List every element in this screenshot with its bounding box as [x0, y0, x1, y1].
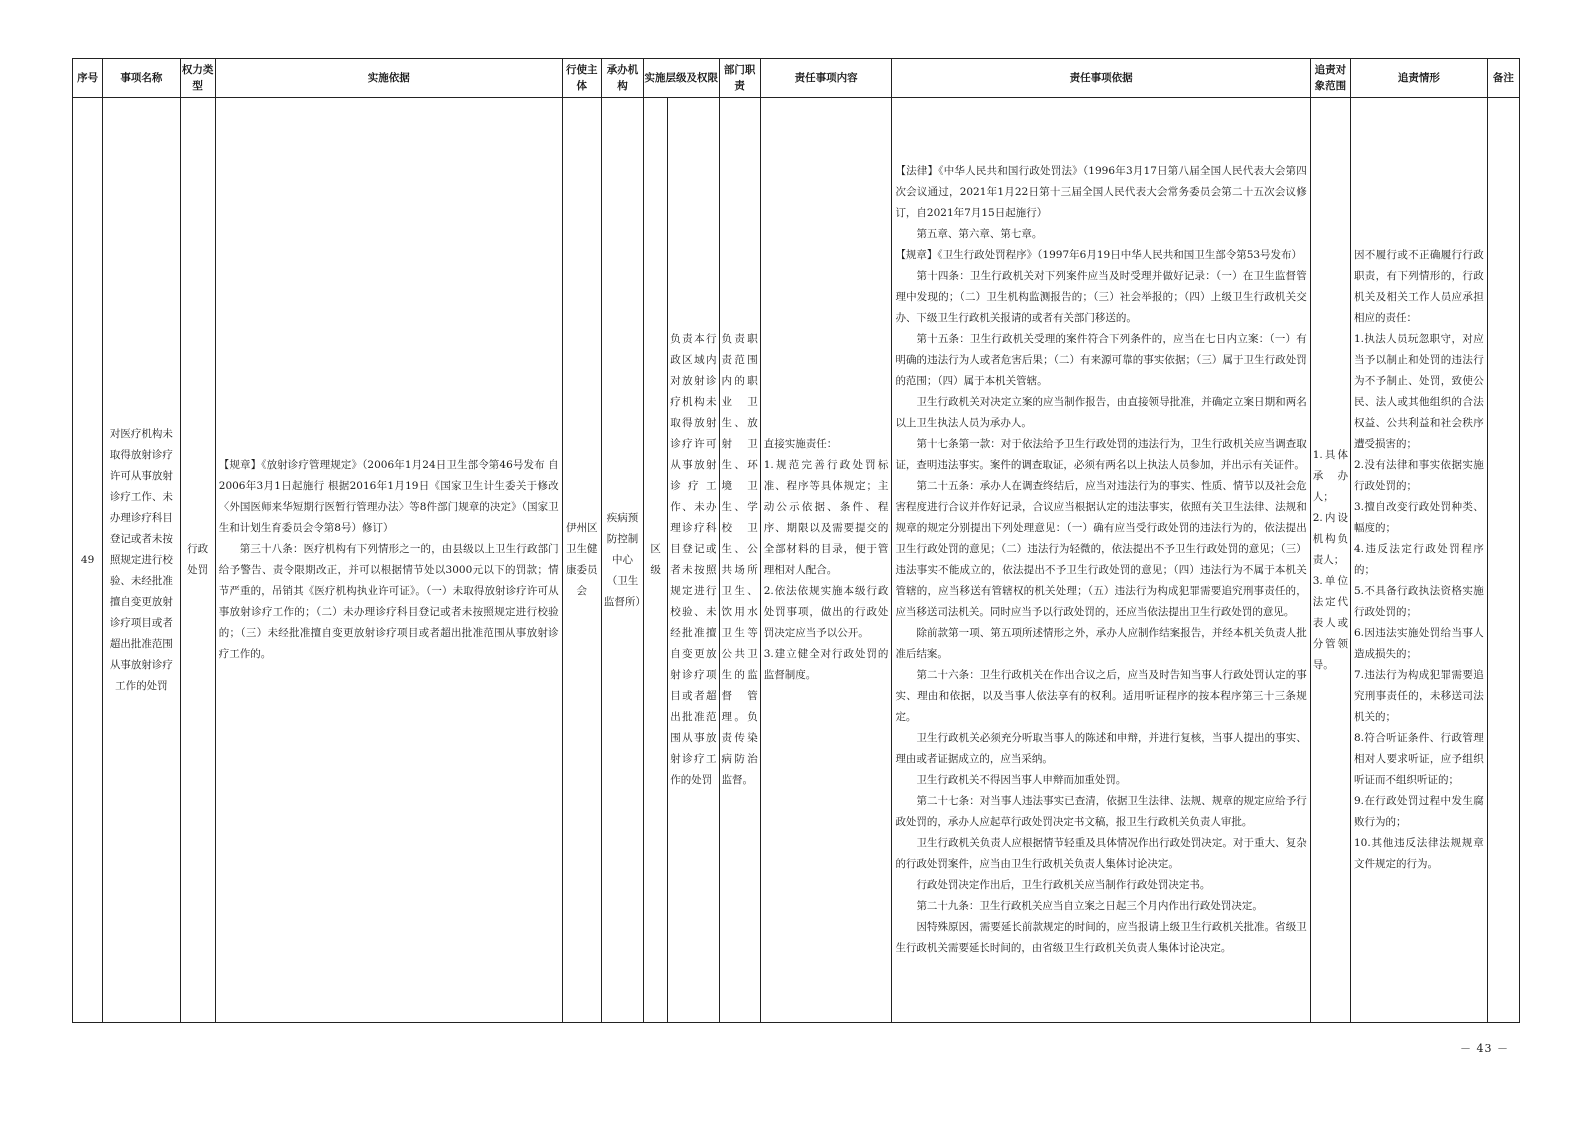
power-type-cell: 行政处罚: [180, 98, 215, 1023]
resp-content-cell: [760, 98, 892, 1023]
paragraph: 3.擅自改变行政处罚种类、幅度的；: [1353, 501, 1484, 534]
paragraph: 2.内设机构负责人；: [1312, 511, 1348, 566]
paragraph: 第五章、第六章、第七章。: [916, 228, 1043, 240]
cases-cell: [1350, 98, 1487, 1023]
paragraph: 第二十五条：承办人在调查终结后，应当对违法行为的事实、性质、情节以及社会危害程度进行合议并作好记录，合议应当根据认定的违法事实，依照有关卫生法律、法规和规章的规定分别提出下列处理意见：（一）确有应当受行政处罚的违法行为的，依法提出卫生行政处罚的意见；（二）违法行为轻微的，依法提出不予卫生行政处罚的意见；（三）违法事实不能成立的，依法提出不予卫生行政处罚的意见；（四）违法行为不属于本机关管辖的，应当移送有管辖权的机关处理；（五）违法行为构成犯罪需要追究刑事责任的，应当移送司法机关。同时应当予以行政处罚的，还应当依法提出卫生行政处罚的意见。: [895, 480, 1307, 618]
paragraph: 卫生行政机关对决定立案的应当制作报告，由直接领导批准，并确定立案日期和两名以上卫生执法人员为承办人。: [895, 396, 1307, 429]
resp-basis-paragraphs: [895, 161, 1306, 959]
paragraph: 10.其他违反法律法规规章文件规定的行为。: [1353, 837, 1484, 870]
page-number: － 43 －: [1460, 1042, 1509, 1055]
paragraph: 第十七条第一款：对于依法给予卫生行政处罚的违法行为，卫生行政机关应当调查取证，查明违法事实。案件的调查取证，必须有两名以上执法人员参加，并出示有关证件。: [895, 438, 1307, 471]
header-row: [73, 59, 1520, 98]
paragraph: 直接实施责任：: [763, 438, 838, 450]
power-list-table: [72, 58, 1520, 1023]
basis-paragraphs: [219, 455, 559, 665]
header-duty: 部门职责: [719, 59, 760, 98]
paragraph: 第二十七条：对当事人违法事实已查清，依据卫生法律、法规、规章的规定应给予行政处罚的，承办人应起草行政处罚决定书文稿，报卫生行政机关负责人审批。: [895, 795, 1307, 828]
header-resp-content: 责任事项内容: [760, 59, 892, 98]
agency-cell: 疾病预防控制中心（卫生监督所）: [601, 98, 643, 1023]
paragraph: 第十四条：卫生行政机关对下列案件应当及时受理并做好记录：（一）在卫生监督管理中发现的；（二）卫生机构监测报告的；（三）社会举报的；（四）上级卫生行政机关交办、下级卫生行政机关报请的或者有关部门移送的。: [895, 270, 1307, 324]
resp-content-paragraphs: [764, 434, 889, 686]
header-resp-basis: 责任事项依据: [892, 59, 1310, 98]
table-row: [73, 98, 1520, 1023]
paragraph: 6.因违法实施处罚给当事人造成损失的；: [1353, 627, 1484, 660]
item-name-cell: 对医疗机构未取得放射诊疗许可从事放射诊疗工作、未办理诊疗科目登记或者未按照规定进行校验、未经批准擅自变更放射诊疗项目或者超出批准范围从事放射诊疗工作的处罚: [103, 98, 180, 1023]
resp-basis-cell: [892, 98, 1310, 1023]
header-note: 备注: [1487, 59, 1519, 98]
paragraph: 因特殊原因，需要延长前款规定的时间的，应当报请上级卫生行政机关批准。省级卫生行政机关需要延长时间的，由省级卫生行政机关负责人集体讨论决定。: [895, 921, 1307, 954]
header-level: 实施层级及权限: [644, 59, 719, 98]
paragraph: 9.在行政处罚过程中发生腐败行为的；: [1353, 795, 1484, 828]
paragraph: 7.违法行为构成犯罪需要追究刑事责任的，未移送司法机关的；: [1353, 669, 1484, 723]
header-cases: 追责情形: [1350, 59, 1487, 98]
header-subject: 行使主体: [562, 59, 601, 98]
paragraph: 5.不具备行政执法资格实施行政处罚的；: [1353, 585, 1484, 618]
document-page: [72, 58, 1520, 1023]
level-authority-cell: 负责本行政区域内对放射诊疗机构未取得放射诊疗许可从事放射诊疗工作、未办理诊疗科目登记或者未按照规定进行校验、未经批准擅自变更放射诊疗项目或者超出批准范围从事放射诊疗工作的处罚: [668, 98, 719, 1023]
paragraph: 2.没有法律和事实依据实施行政处罚的；: [1353, 459, 1484, 492]
paragraph: 【法律】《中华人民共和国行政处罚法》（1996年3月17日第八届全国人民代表大会第四次会议通过，2021年1月22日第十三届全国人民代表大会常务委员会第二十五次会议修订，自2021年7月15日起施行）: [895, 165, 1307, 219]
paragraph: 1.具体承办人；: [1312, 448, 1348, 503]
paragraph: 3.建立健全对行政处罚的监督制度。: [763, 648, 889, 681]
header-scope: 追责对象范围: [1310, 59, 1350, 98]
paragraph: 卫生行政机关负责人应根据情节轻重及具体情况作出行政处罚决定。对于重大、复杂的行政处罚案件，应当由卫生行政机关负责人集体讨论决定。: [895, 837, 1307, 870]
paragraph: 除前款第一项、第五项所述情形之外，承办人应制作结案报告，并经本机关负责人批准后结案。: [895, 627, 1307, 660]
duty-cell: 负责职责范围内的职业卫生、放射卫生、环境卫生、学校卫生、公共场所卫生、饮用水卫生等公共卫生的监督管理。负责传染病防治监督。: [719, 98, 760, 1023]
seq-cell: 49: [73, 98, 103, 1023]
paragraph: 第三十八条：医疗机构有下列情形之一的，由县级以上卫生行政部门给予警告、责令限期改正，并可以根据情节处以3000元以下的罚款；情节严重的，吊销其《医疗机构执业许可证》。（一）未取得放射诊疗许可从事放射诊疗工作的；（二）未办理诊疗科目登记或者未按照规定进行校验的；（三）未经批准擅自变更放射诊疗项目或者超出批准范围从事放射诊疗工作的。: [218, 543, 559, 660]
paragraph: 3.单位法定代表人或分管领导。: [1312, 574, 1348, 671]
paragraph: 【规章】《卫生行政处罚程序》（1997年6月19日中华人民共和国卫生部令第53号发布）: [895, 249, 1303, 261]
paragraph: 第二十六条：卫生行政机关在作出合议之后，应当及时告知当事人行政处罚认定的事实、理由和依据，以及当事人依法享有的权利。适用听证程序的按本程序第三十三条规定。: [895, 669, 1307, 723]
paragraph: 2.依法依规实施本级行政处罚事项，做出的行政处罚决定应当予以公开。: [763, 585, 889, 639]
paragraph: 行政处罚决定作出后，卫生行政机关应当制作行政处罚决定书。: [916, 879, 1211, 891]
header-name: 事项名称: [103, 59, 180, 98]
header-agency: 承办机构: [601, 59, 643, 98]
header-seq: 序号: [73, 59, 103, 98]
paragraph: 第二十九条：卫生行政机关应当自立案之日起三个月内作出行政处罚决定。: [916, 900, 1263, 912]
level-cell: 区级: [644, 98, 668, 1023]
paragraph: 卫生行政机关不得因当事人申辩而加重处罚。: [916, 774, 1127, 786]
paragraph: 第十五条：卫生行政机关受理的案件符合下列条件的，应当在七日内立案：（一）有明确的违法行为人或者危害后果；（二）有来源可靠的事实依据；（三）属于卫生行政处罚的范围；（四）属于本机关管辖。: [895, 333, 1307, 387]
basis-cell: [215, 98, 562, 1023]
paragraph: 因不履行或不正确履行行政职责，有下列情形的，行政机关及相关工作人员应承担相应的责任：: [1353, 249, 1484, 324]
paragraph: 【规章】《放射诊疗管理规定》（2006年1月24日卫生部令第46号发布 自2006年3月1日起施行 根据2016年1月19日《国家卫生计生委关于修改〈外国医师来华短期行医暂行管理办法〉等8件部门规章的决定》（国家卫生和计划生育委员会令第8号）修订）: [218, 459, 559, 534]
header-basis: 实施依据: [215, 59, 562, 98]
cases-paragraphs: [1354, 245, 1484, 875]
scope-paragraphs: [1313, 445, 1348, 676]
paragraph: 1.执法人员玩忽职守，对应当予以制止和处罚的违法行为不予制止、处罚，致使公民、法人或其他组织的合法权益、公共利益和社会秩序遭受损害的；: [1353, 333, 1484, 450]
scope-cell: [1310, 98, 1350, 1023]
paragraph: 8.符合听证条件、行政管理相对人要求听证，应予组织听证而不组织听证的；: [1353, 732, 1484, 786]
paragraph: 1.规范完善行政处罚标准、程序等具体规定；主动公示依据、条件、程序、期限以及需要提交的全部材料的目录，便于管理相对人配合。: [763, 459, 889, 576]
paragraph: 4.违反法定行政处罚程序的；: [1353, 543, 1484, 576]
subject-cell: 伊州区卫生健康委员会: [562, 98, 601, 1023]
header-type: 权力类型: [180, 59, 215, 98]
paragraph: 卫生行政机关必须充分听取当事人的陈述和申辩，并进行复核，当事人提出的事实、理由或者证据成立的，应当采纳。: [895, 732, 1307, 765]
note-cell: [1487, 98, 1519, 1023]
